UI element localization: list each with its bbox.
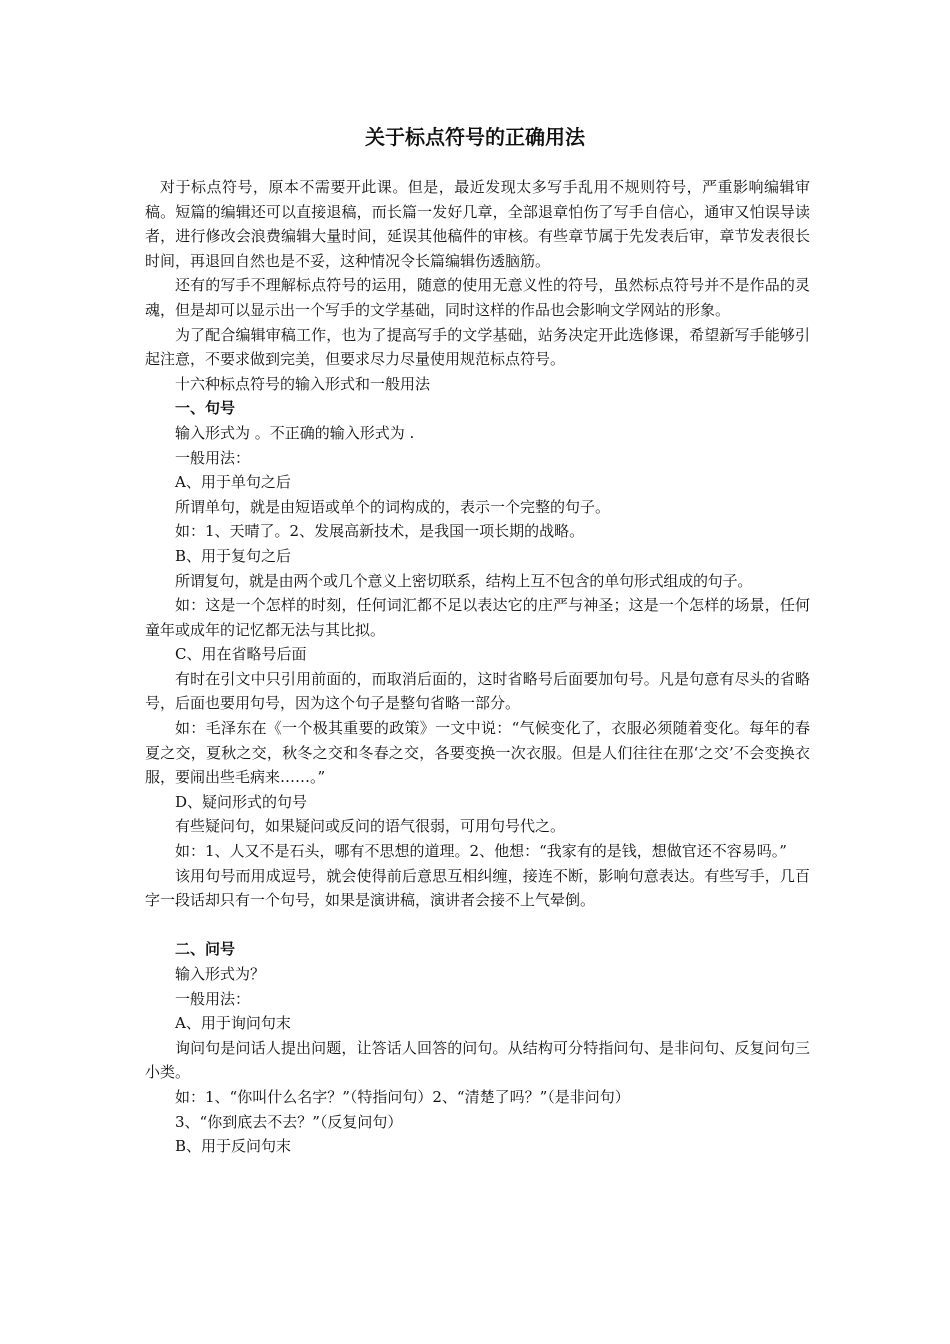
body-line: A、用于询问句末 (175, 1014, 291, 1033)
body-line: 输入形式为？ (175, 965, 266, 983)
body-line: 如：这是一个怎样的时刻，任何词汇都不足以表达它的庄严与神圣；这是一个怎样的场景，任何童年或成年的记忆都无法与其比拟。 (145, 596, 810, 639)
body-line: 3、“你到底去不去？”（反复问句） (175, 1112, 403, 1131)
body-line: C、用在省略号后面 (175, 645, 307, 664)
body-line: B、用于复句之后 (175, 546, 292, 565)
section-heading-period: 一、句号 (175, 399, 236, 418)
section-heading-question-mark: 二、问号 (175, 940, 236, 959)
document-title: 关于标点符号的正确用法 (365, 125, 585, 149)
document-body (145, 175, 810, 1159)
body-line: 一般用法： (175, 989, 251, 1008)
body-line: B、用于反问句末 (175, 1137, 292, 1156)
body-line: D、疑问形式的句号 (175, 792, 308, 811)
section-list-heading: 十六种标点符号的输入形式和一般用法 (175, 374, 431, 393)
body-line: 所谓单句，就是由短语或单个的词构成的，表示一个完整的句子。 (175, 497, 611, 516)
body-line: 该用句号而用成逗号，就会使得前后意思互相纠缠，接连不断，影响句意表达。有些写手，几百字一段话却只有一个句号，如果是演讲稿，演讲者会接不上气晕倒。 (145, 866, 810, 910)
body-line: 如：毛泽东在《一个极其重要的政策》一文中说：“气候变化了，衣服必须随着变化。每年的春夏之交，夏秋之交，秋冬之交和冬春之交，各要变换一次衣服。但是人们往往在那‘之交’不会变换衣服，要闹出些毛病来……。” (145, 719, 810, 787)
body-line: 如：1、天晴了。2、发展高新技术，是我国一项长期的战略。 (175, 522, 585, 541)
intro-paragraph: 还有的写手不理解标点符号的运用，随意的使用无意义性的符号，虽然标点符号并不是作品的灵魂，但是却可以显示出一个写手的文学基础，同时这样的作品也会影响文学网站的形象。 (145, 276, 810, 319)
intro-paragraph: 对于标点符号，原本不需要开此课。但是，最近发现太多写手乱用不规则符号，严重影响编辑审稿。短篇的编辑还可以直接退稿，而长篇一发好几章，全部退章怕伤了写手自信心，通审又怕误导读者，进行修改会浪费编辑大量时间，延误其他稿件的审核。有些章节属于先发表后审，章节发表很长时间，再退回自然也是不妥，这种情况令长篇编辑伤透脑筋。 (145, 178, 810, 270)
body-line: A、用于单句之后 (175, 473, 291, 492)
body-line: 有些疑问句，如果疑问或反问的语气很弱，可用句号代之。 (175, 817, 566, 836)
body-line: 有时在引文中只引用前面的，而取消后面的，这时省略号后面要加句号。凡是句意有尽头的省略号，后面也要用句号，因为这个句子是整句省略一部分。 (145, 669, 810, 713)
body-line: 询问句是问话人提出问题，让答话人回答的问句。从结构可分特指问句、是非问句、反复问句三小类。 (145, 1038, 810, 1082)
body-line: 如：1、人又不是石头，哪有不思想的道理。2、他想：“我家有的是钱，想做官还不容易吗。” (175, 842, 787, 861)
body-line: 所谓复句，就是由两个或几个意义上密切联系，结构上互不包含的单句形式组成的句子。 (175, 571, 753, 590)
section-spacer (145, 913, 810, 938)
body-line: 一般用法： (175, 448, 251, 467)
intro-paragraph: 为了配合编辑审稿工作，也为了提高写手的文学基础，站务决定开此选修课，希望新写手能够引起注意，不要求做到完美，但要求尽力尽量使用规范标点符号。 (145, 325, 810, 369)
body-line: 输入形式为 。不正确的输入形式为 . (175, 423, 415, 442)
body-line: 如：1、“你叫什么名字？”（特指问句）2、“清楚了吗？”（是非问句） (175, 1087, 630, 1106)
